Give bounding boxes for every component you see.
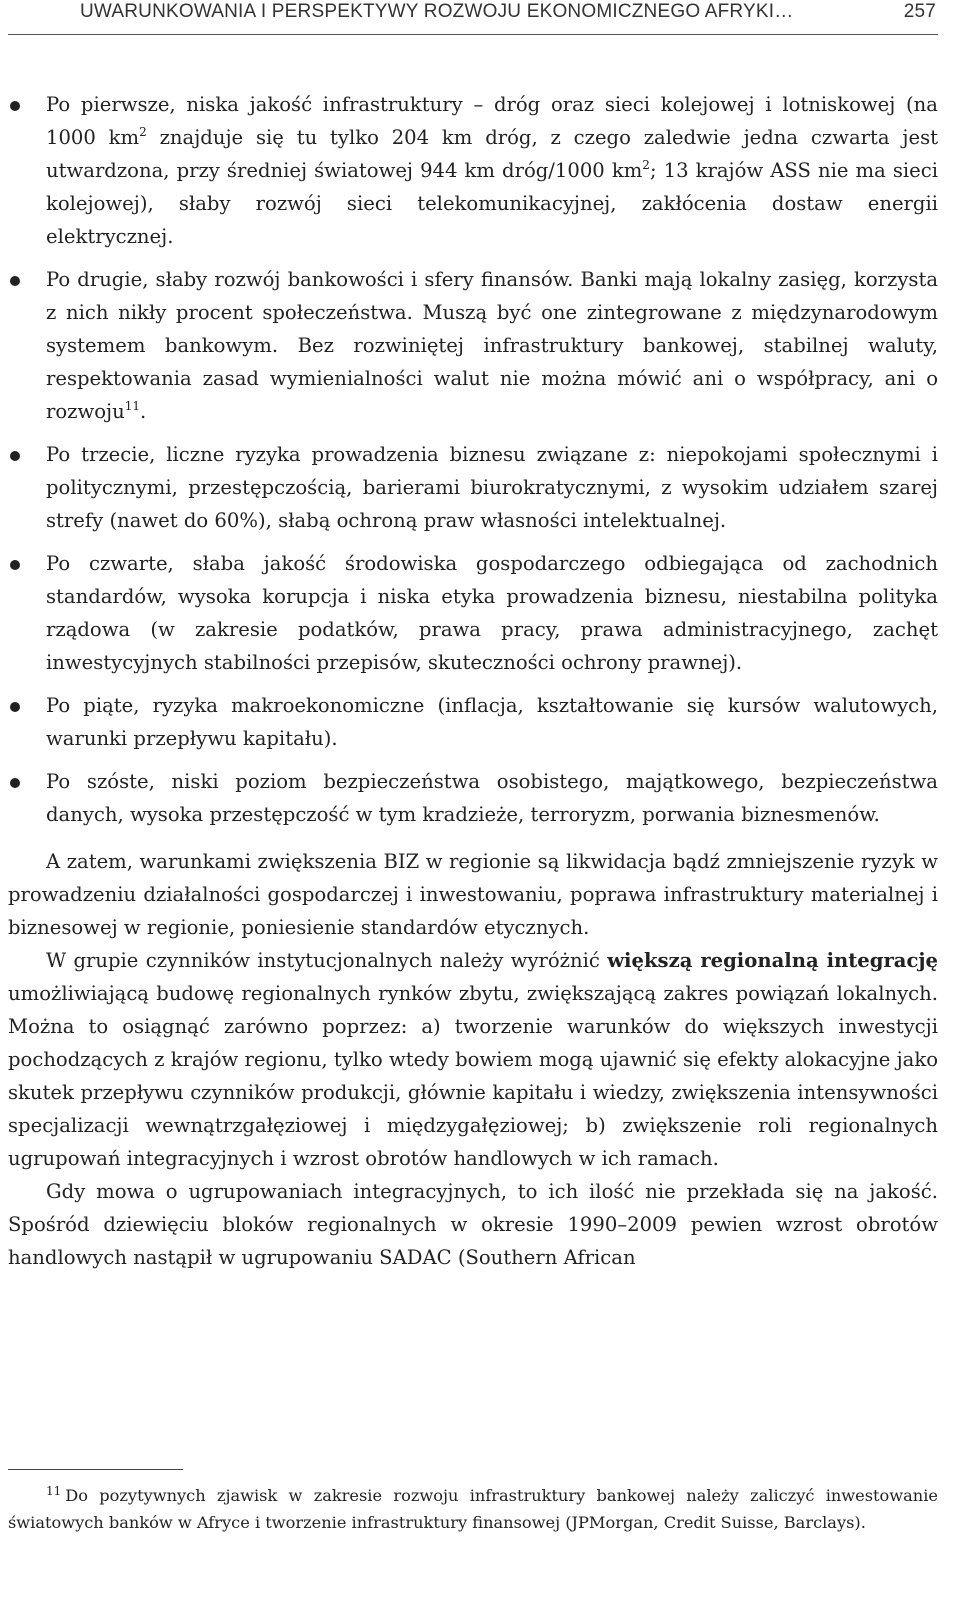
bullet-item-business-risks xyxy=(8,438,938,537)
bullet-text: . xyxy=(140,400,147,423)
main-text xyxy=(8,88,938,1274)
running-header-title: UWARUNKOWANIA I PERSPEKTYWY ROZWOJU EKONOMICZNEGO AFRYKI… xyxy=(80,1,794,22)
bullet-text: Po trzecie, liczne ryzyka prowadzenia biznesu związane z: niepokojami społecznymi i politycznymi, przestępczością, barierami biurokratycznymi, z wysokim udziałem szarej strefy (nawet do 60%), słabą ochroną praw własności intelektualnej. xyxy=(46,443,938,532)
footnote-text: Do pozytywnych zjawisk w zakresie rozwoju infrastruktury bankowej należy zaliczyć inwestowanie światowych banków w Afryce i tworzenie infrastruktury finansowej (JPMorgan, Credit Suisse, Barclays). xyxy=(8,1486,938,1532)
paragraph-text: umożliwiającą budowę regionalnych rynków zbytu, zwiększającą zakres powiązań lokalnych. Można to osiągnąć zarówno poprzez: a) tworzenie warunków do większych inwestycji pochodzących z krajów regionu, tylko wtedy bowiem mogą ujawnić się efekty alokacyjne jako skutek przepływu czynników produkcji, głównie kapitału i wiedzy, zwiększenia intensywności specjalizacji wewnątrzgałęziowej i międzygałęziowej; b) zwiększenie roli regionalnych ugrupowań integracyjnych i wzrost obrotów handlowych w ich ramach. xyxy=(8,982,938,1170)
footnote-divider xyxy=(8,1469,183,1470)
bullet-item-infrastructure xyxy=(8,88,938,253)
running-header xyxy=(8,0,938,35)
paragraph-integration-groups: Gdy mowa o ugrupowaniach integracyjnych, to ich ilość nie przekłada się na jakość. Spośród dziewięciu bloków regionalnych w okresie 1990–2009 pewien wzrost obrotów handlowych nastąpił w ugrupowaniu SADAC (Southern African xyxy=(8,1180,938,1269)
bullet-text: Po szóste, niski poziom bezpieczeństwa osobistego, majątkowego, bezpieczeństwa danych, wysoka przestępczość w tym kradzieże, terroryzm, porwania biznesmenów. xyxy=(46,770,938,826)
footnote-reference[interactable]: 11 xyxy=(124,399,141,413)
bullet-item-security xyxy=(8,765,938,831)
bullet-list xyxy=(8,88,938,831)
bullet-text: Po drugie, słaby rozwój bankowości i sfery finansów. Banki mają lokalny zasięg, korzysta z nich nikły procent społeczeństwa. Muszą być one zintegrowane z międzynarodowym systemem bankowym. Bez rozwiniętej infrastruktury bankowej, stabilnej waluty, respektowania zasad wymienialności walut nie można mówić ani o współpracy, ani o rozwoju xyxy=(46,268,938,423)
page-number: 257 xyxy=(903,1,936,22)
superscript: 2 xyxy=(139,125,147,139)
bullet-item-banking xyxy=(8,263,938,428)
bullet-text: Po piąte, ryzyka makroekonomiczne (inflacja, kształtowanie się kursów walutowych, warunki przepływu kapitału). xyxy=(46,694,938,750)
superscript: 2 xyxy=(642,158,650,172)
footnote xyxy=(8,1482,938,1536)
footnote-number: 11 xyxy=(46,1484,62,1498)
bullet-text: Po czwarte, słaba jakość środowiska gospodarczego odbiegająca od zachodnich standardów, wysoka korupcja i niska etyka prowadzenia biznesu, niestabilna polityka rządowa (w zakresie podatków, prawa pracy, prawa administracyjnego, zachęt inwestycyjnych stabilności przepisów, skuteczności ochrony prawnej). xyxy=(46,552,938,674)
emphasis-text: większą regionalną integrację xyxy=(607,949,938,972)
bullet-text: Po pierwsze, niska jakość infrastruktury – dróg oraz sieci kolejowej i lotniskowej (na 1000 km xyxy=(46,93,938,149)
bullet-item-macroeconomic-risks xyxy=(8,689,938,755)
bullet-item-economic-environment xyxy=(8,547,938,679)
bullet-text: znajduje się tu tylko 204 km dróg, z czego zaledwie jedna czwarta jest utwardzona, przy średniej światowej 944 km dróg/1000 km xyxy=(46,126,938,182)
paragraph-regional-integration xyxy=(8,944,938,1175)
paragraph-conclusion: A zatem, warunkami zwiększenia BIZ w regionie są likwidacja bądź zmniejszenie ryzyk w prowadzeniu działalności gospodarczej i inwestowaniu, poprawa infrastruktury materialnej i biznesowej w regionie, poniesienie standardów etycznych. xyxy=(8,850,938,939)
bullet-text: ; 13 krajów ASS nie ma sieci kolejowej), słaby rozwój sieci telekomunikacyjnej, zakłócenia dostaw energii elektrycznej. xyxy=(46,159,938,248)
paragraph-text: W grupie czynników instytucjonalnych należy wyróżnić xyxy=(46,949,608,972)
